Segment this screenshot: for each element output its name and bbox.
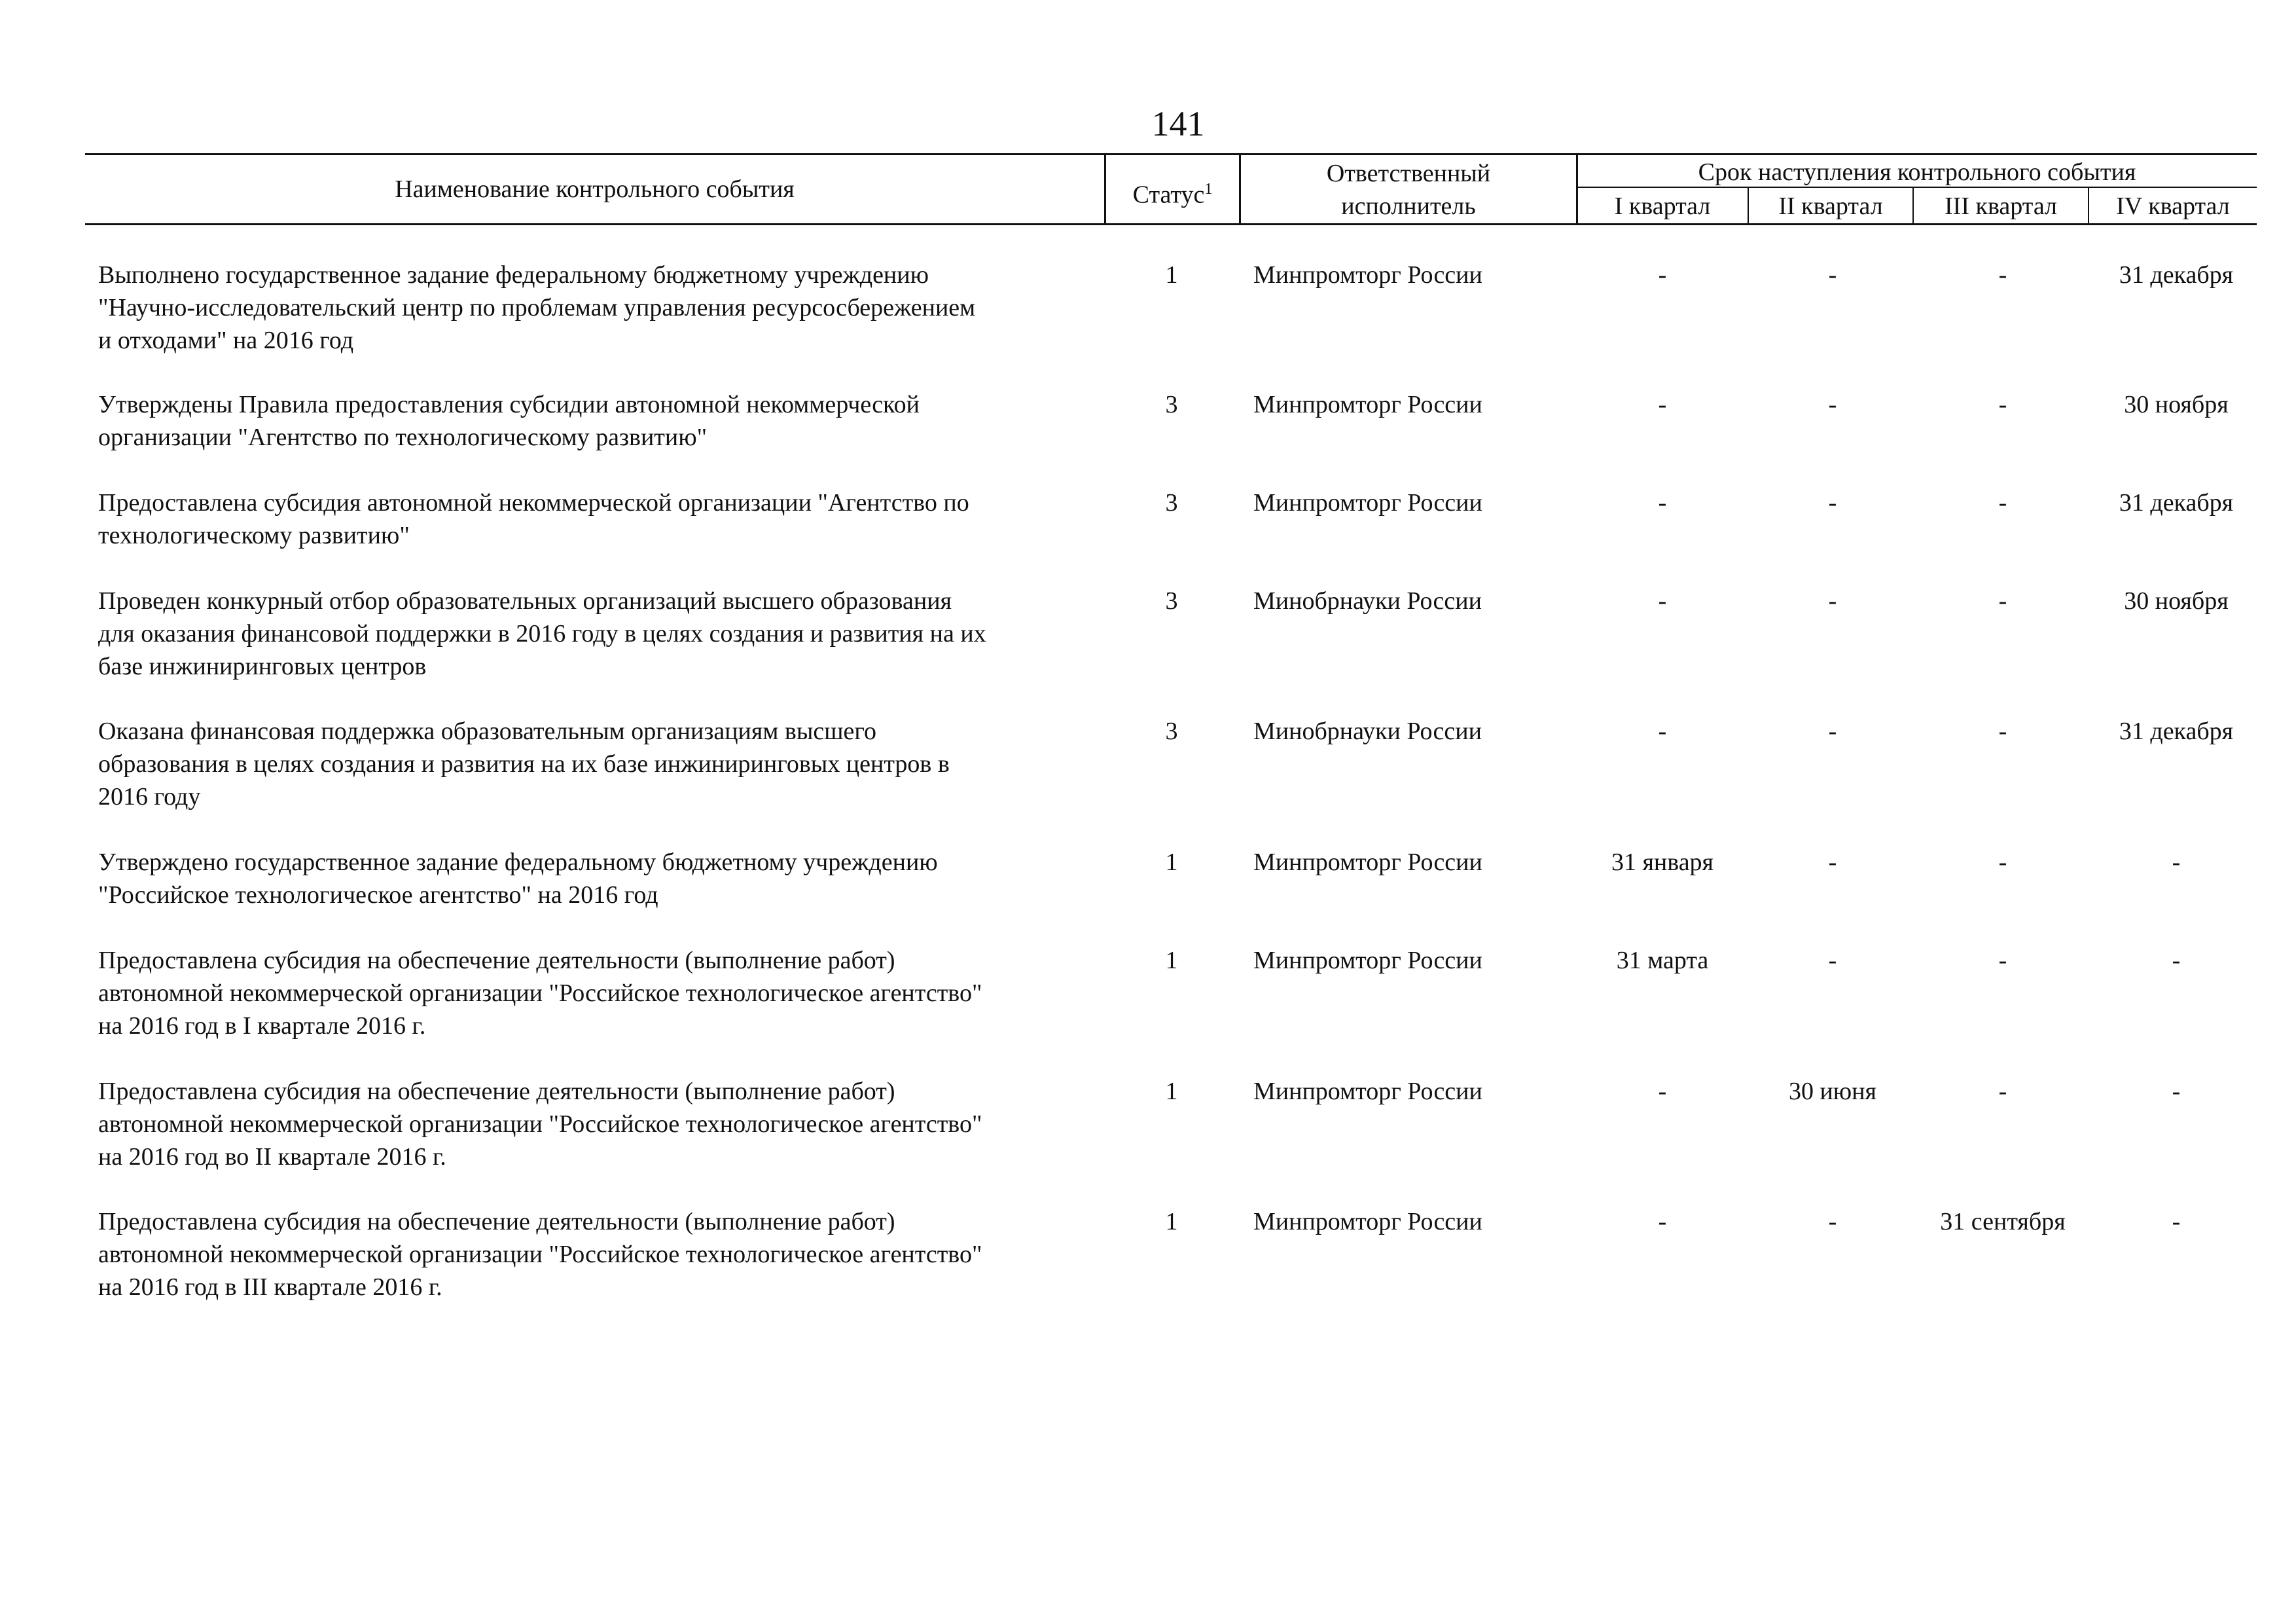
status-cell: 1 bbox=[1165, 261, 1178, 289]
header-q4: IV квартал bbox=[2116, 192, 2230, 220]
q3-cell: - bbox=[1998, 391, 2007, 418]
q1-cell: - bbox=[1658, 587, 1667, 615]
event-name-line: автономной некоммерческой организации "Российское технологическое агентство" bbox=[98, 979, 982, 1007]
event-name-line: автономной некоммерческой организации "Российское технологическое агентство" bbox=[98, 1241, 982, 1268]
event-name bbox=[98, 585, 1093, 683]
header-executor bbox=[1241, 157, 1576, 223]
header-executor-line1: Ответственный bbox=[1326, 160, 1491, 187]
header-name: Наименование контрольного события bbox=[395, 175, 795, 203]
event-name bbox=[98, 388, 1093, 454]
event-name-line: Оказана финансовая поддержка образовательным организациям высшего bbox=[98, 718, 877, 745]
executor-cell: Минпромторг России bbox=[1253, 1078, 1482, 1105]
q4-cell: - bbox=[2172, 1078, 2181, 1105]
status-cell: 3 bbox=[1165, 489, 1178, 517]
event-name-line: 2016 году bbox=[98, 783, 201, 811]
q1-cell: - bbox=[1658, 718, 1667, 745]
status-cell: 3 bbox=[1165, 718, 1178, 745]
event-name-line: на 2016 год в I квартале 2016 г. bbox=[98, 1012, 426, 1040]
q1-cell: - bbox=[1658, 391, 1667, 418]
q3-cell: - bbox=[1998, 587, 2007, 615]
status-cell: 3 bbox=[1165, 587, 1178, 615]
executor-cell: Минпромторг России bbox=[1253, 848, 1482, 876]
q3-cell: - bbox=[1998, 718, 2007, 745]
header-top-rule bbox=[85, 153, 2257, 155]
q4-cell: 31 декабря bbox=[2119, 489, 2234, 517]
q1-cell: 31 января bbox=[1611, 848, 1714, 876]
q3-cell: - bbox=[1998, 489, 2007, 517]
status-cell: 1 bbox=[1165, 1078, 1178, 1105]
event-name-line: на 2016 год в III квартале 2016 г. bbox=[98, 1273, 442, 1301]
q2-cell: - bbox=[1828, 848, 1837, 876]
q2-cell: - bbox=[1828, 718, 1837, 745]
q4-cell: 30 ноября bbox=[2124, 391, 2229, 418]
event-name-line: для оказания финансовой поддержки в 2016 году в целях создания и развития на их bbox=[98, 620, 986, 647]
q2-cell: - bbox=[1828, 489, 1837, 517]
event-name-line: Утверждены Правила предоставления субсидии автономной некоммерческой bbox=[98, 391, 920, 418]
event-name bbox=[98, 1075, 1093, 1173]
executor-cell: Минпромторг России bbox=[1253, 261, 1482, 289]
status-cell: 3 bbox=[1165, 391, 1178, 418]
header-status bbox=[1106, 173, 1239, 211]
event-name-line: организации "Агентство по технологическому развитию" bbox=[98, 424, 708, 451]
event-name-line: Предоставлена субсидия на обеспечение деятельности (выполнение работ) bbox=[98, 947, 895, 974]
header-q2: II квартал bbox=[1778, 192, 1883, 220]
event-name-line: "Научно-исследовательский центр по проблемам управления ресурсосбережением bbox=[98, 294, 976, 321]
executor-cell: Минобрнауки России bbox=[1253, 587, 1482, 615]
header-deadline: Срок наступления контрольного события bbox=[1698, 158, 2136, 186]
header-bottom-rule bbox=[85, 223, 2257, 225]
page-number: 141 bbox=[1151, 104, 1205, 143]
executor-cell: Минобрнауки России bbox=[1253, 718, 1482, 745]
event-name-line: и отходами" на 2016 год bbox=[98, 327, 354, 354]
event-name bbox=[98, 1205, 1093, 1304]
event-name bbox=[98, 486, 1093, 552]
event-name-line: Выполнено государственное задание федеральному бюджетному учреждению bbox=[98, 261, 929, 289]
status-cell: 1 bbox=[1165, 947, 1178, 974]
event-name-line: технологическому развитию" bbox=[98, 522, 410, 549]
q3-cell: - bbox=[1998, 261, 2007, 289]
event-name bbox=[98, 846, 1093, 911]
event-name-line: Предоставлена субсидия на обеспечение деятельности (выполнение работ) bbox=[98, 1208, 895, 1235]
q3-cell: - bbox=[1998, 1078, 2007, 1105]
q1-cell: - bbox=[1658, 261, 1667, 289]
q2-cell: - bbox=[1828, 261, 1837, 289]
q2-cell: - bbox=[1828, 1208, 1837, 1235]
q3-cell: 31 сентября bbox=[1940, 1208, 2066, 1235]
event-name-line: "Российское технологическое агентство" на 2016 год bbox=[98, 881, 658, 909]
header-executor-line2: исполнитель bbox=[1341, 192, 1476, 220]
q4-cell: 30 ноября bbox=[2124, 587, 2229, 615]
event-name-line: Утверждено государственное задание федеральному бюджетному учреждению bbox=[98, 848, 938, 876]
event-name-line: Предоставлена субсидия автономной некоммерческой организации "Агентство по bbox=[98, 489, 969, 517]
q2-cell: - bbox=[1828, 587, 1837, 615]
q3-cell: - bbox=[1998, 848, 2007, 876]
q4-cell: - bbox=[2172, 848, 2181, 876]
event-name-line: образования в целях создания и развития на их базе инжиниринговых центров в bbox=[98, 750, 950, 778]
q4-cell: - bbox=[2172, 1208, 2181, 1235]
q4-cell: - bbox=[2172, 947, 2181, 974]
event-name bbox=[98, 715, 1093, 813]
event-name-line: Предоставлена субсидия на обеспечение деятельности (выполнение работ) bbox=[98, 1078, 895, 1105]
q2-cell: - bbox=[1828, 391, 1837, 418]
q1-cell: - bbox=[1658, 1208, 1667, 1235]
event-name-line: автономной некоммерческой организации "Российское технологическое агентство" bbox=[98, 1110, 982, 1138]
event-name bbox=[98, 944, 1093, 1042]
header-status-note: 1 bbox=[1204, 181, 1213, 198]
event-name-line: Проведен конкурный отбор образовательных организаций высшего образования bbox=[98, 587, 952, 615]
q3-cell: - bbox=[1998, 947, 2007, 974]
header-q1: I квартал bbox=[1614, 192, 1711, 220]
header-q3: III квартал bbox=[1945, 192, 2057, 220]
q1-cell: - bbox=[1658, 1078, 1667, 1105]
event-name bbox=[98, 259, 1093, 357]
executor-cell: Минпромторг России bbox=[1253, 489, 1482, 517]
status-cell: 1 bbox=[1165, 848, 1178, 876]
executor-cell: Минпромторг России bbox=[1253, 1208, 1482, 1235]
executor-cell: Минпромторг России bbox=[1253, 391, 1482, 418]
event-name-line: на 2016 год во II квартале 2016 г. bbox=[98, 1143, 446, 1171]
q4-cell: 31 декабря bbox=[2119, 261, 2234, 289]
q2-cell: - bbox=[1828, 947, 1837, 974]
q2-cell: 30 июня bbox=[1788, 1078, 1877, 1105]
q1-cell: - bbox=[1658, 489, 1667, 517]
status-cell: 1 bbox=[1165, 1208, 1178, 1235]
event-name-line: базе инжиниринговых центров bbox=[98, 653, 427, 680]
executor-cell: Минпромторг России bbox=[1253, 947, 1482, 974]
header-status-label: Статус bbox=[1132, 181, 1205, 209]
q1-cell: 31 марта bbox=[1616, 947, 1709, 974]
q4-cell: 31 декабря bbox=[2119, 718, 2234, 745]
